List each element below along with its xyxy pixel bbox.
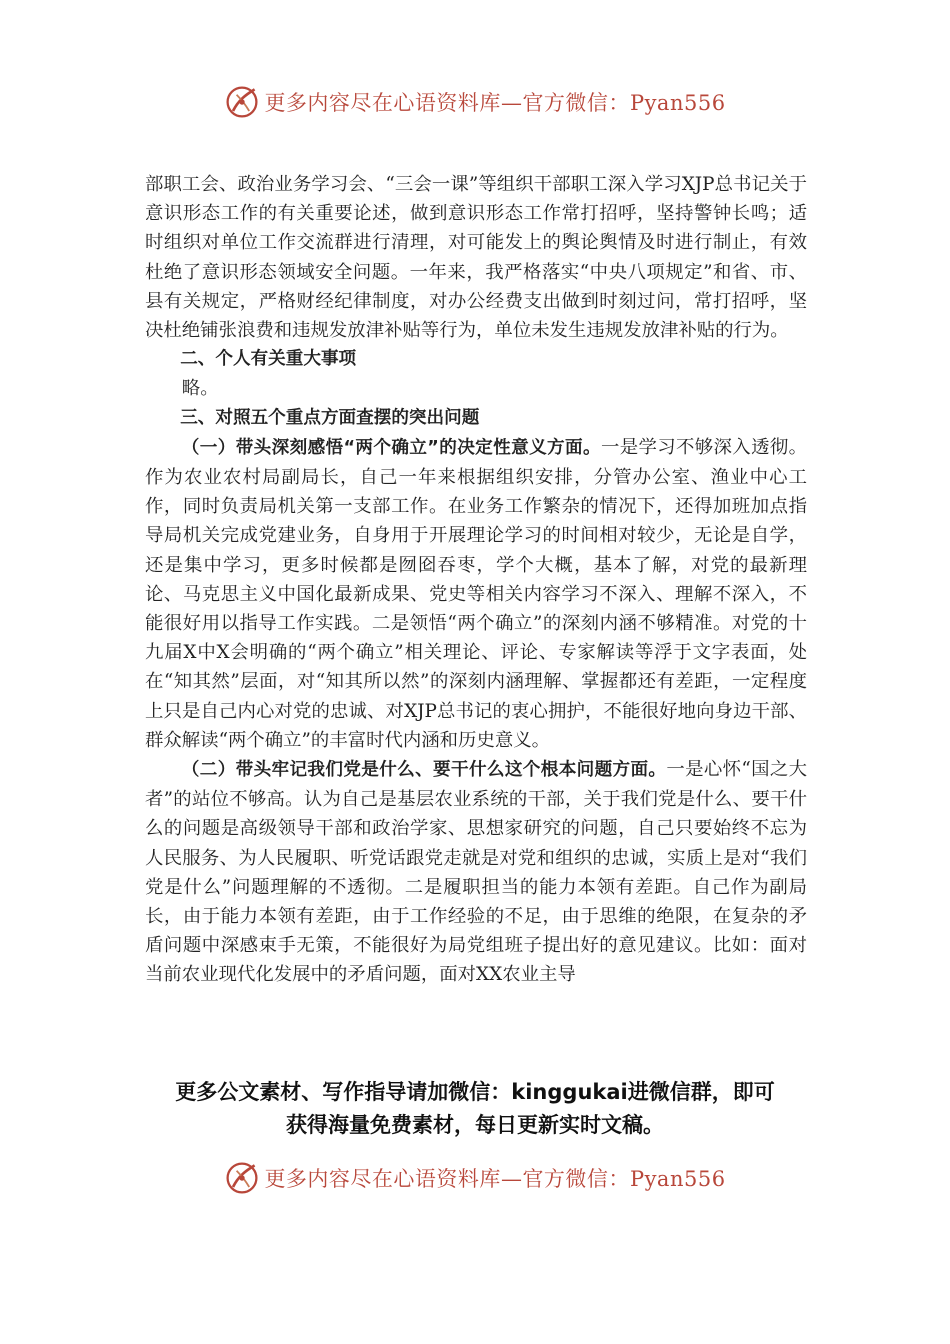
- footer-contact-label: 官方微信：: [522, 1167, 630, 1191]
- banner-separator: —: [500, 91, 523, 115]
- section-heading-2: 二、个人有关重大事项: [180, 349, 357, 370]
- banner-contact-label: 官方微信：: [522, 91, 630, 115]
- footer-separator: —: [500, 1167, 523, 1191]
- brand-logo-icon: [224, 84, 260, 120]
- promo-line-2: 获得海量免费素材，每日更新实时文稿。: [286, 1113, 664, 1137]
- footer-banner-text: [264, 1163, 725, 1193]
- header-banner: [0, 82, 950, 122]
- item-2-paragraph: [145, 755, 807, 990]
- footer-contact-id: Pyan556: [629, 1167, 726, 1191]
- footer-brand: 更多内容尽在心语资料库: [264, 1167, 501, 1191]
- brand-logo-icon: [224, 1160, 260, 1196]
- promo-line-1: 更多公文素材、写作指导请加微信：kinggukai进微信群，即可: [175, 1080, 775, 1104]
- item-2-text: 一是心怀“国之大者”的站位不够高。认为自己是基层农业系统的干部，关于我们党是什么、要干什么的问题是高级领导干部和政治学家、思想家研究的问题，自己只要始终不忘为人民服务、为人民履职、听党话跟党走就是对党和组织的忠诚，实质上是对“我们党是什么”问题理解的不透彻。二是履职担当的能力本领有差距。自己作为副局长，由于能力本领有差距，由于工作经验的不足，由于思维的绝限，在复杂的矛盾问题中深感束手无策，不能很好为局党组班子提出好的意见建议。比如：面对当前农业现代化发展中的矛盾问题，面对XX农业主导: [145, 759, 807, 986]
- intro-paragraph: 部职工会、政治业务学习会、“三会一课”等组织干部职工深入学习XJP总书记关于意识形态工作的有关重要论述，做到意识形态工作常打招呼，坚持警钟长鸣；适时组织对单位工作交流群进行清理，对可能发上的舆论舆情及时进行制止，有效杜绝了意识形态领域安全问题。一年来，我严格落实“中央八项规定”和省、市、县有关规定，严格财经纪律制度，对办公经费支出做到时刻过问，常打招呼，坚决杜绝铺张浪费和违规发放津补贴等行为，单位未发生违规发放津补贴的行为。: [145, 174, 807, 342]
- item-1-paragraph: [145, 433, 807, 755]
- item-1-title: （一）带头深刻感悟“两个确立”的决定性意义方面。: [181, 437, 601, 458]
- item-2-title: （二）带头牢记我们党是什么、要干什么这个根本问题方面。: [181, 760, 667, 781]
- promo-block: [100, 1076, 850, 1142]
- banner-text: [264, 87, 725, 117]
- omitted-text: 略。: [181, 378, 219, 400]
- banner-brand: 更多内容尽在心语资料库: [264, 91, 501, 115]
- item-1-text: 一是学习不够深入透彻。作为农业农村局副局长，自己一年来根据组织安排，分管办公室、渔业中心工作，同时负责局机关第一支部工作。在业务工作繁杂的情况下，还得加班加点指导局机关完成党建业务，自身用于开展理论学习的时间相对较少，无论是自学，还是集中学习，更多时候都是囫囵吞枣，学个大概，基本了解，对党的最新理论、马克思主义中国化最新成果、党史等相关内容学习不深入、理解不深入，不能很好用以指导工作实践。二是领悟“两个确立”的深刻内涵不够精准。对党的十九届X中X会明确的“两个确立”相关理论、评论、专家解读等浮于文字表面，处在“知其然”层面，对“知其所以然”的深刻内涵理解、掌握都还有差距，一定程度上只是自己内心对党的忠诚、对XJP总书记的衷心拥护，不能很好地向身边干部、群众解读“两个确立”的丰富时代内涵和历史意义。: [145, 436, 807, 751]
- footer-banner: [0, 1158, 950, 1198]
- document-body: [145, 170, 807, 990]
- section-heading-3: 三、对照五个重点方面查摆的突出问题: [180, 407, 480, 428]
- banner-contact-id: Pyan556: [629, 91, 726, 115]
